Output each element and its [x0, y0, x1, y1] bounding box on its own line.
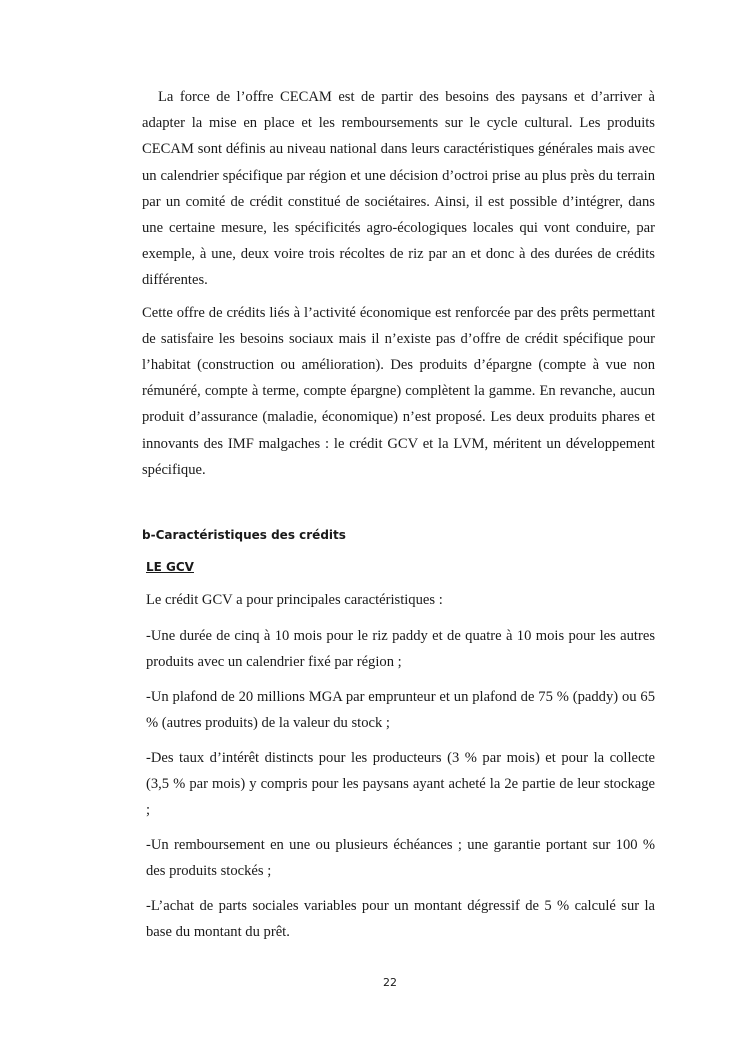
page-number: 22 [383, 976, 397, 989]
list-item: -Un remboursement en une ou plusieurs échéances ; une garantie portant sur 100 % des produits stockés ; [146, 837, 655, 880]
list-item: -L’achat de parts sociales variables pour un montant dégressif de 5 % calculé sur la base du montant du prêt. [146, 898, 655, 941]
paragraph-cecam-offer: La force de l’offre CECAM est de partir des besoins des paysans et d’arriver à adapter la mise en place et les remboursements sur le cycle cultural. Les produits CECAM sont définis au niveau national dans leurs caractéristiques générales mais avec un calendrier spécifique par région et une décision d’octroi prise au plus près du terrain par un comité de crédit constitué de sociétaires. Ainsi, il est possible d’intégrer, dans une certaine mesure, les spécificités agro-écologiques locales qui vont conduire, par exemple, à une, deux voire trois récoltes de riz par an et donc à des durées de crédits différentes. [142, 89, 655, 289]
paragraph-credit-offer: Cette offre de crédits liés à l’activité économique est renforcée par des prêts permettant de satisfaire les besoins sociaux mais il n’existe pas d’offre de crédit spécifique pour l’habitat (construction ou amélioration). Des produits d’épargne (compte à vue non rémunéré, compte à terme, compte épargne) complètent la gamme. En revanche, aucun produit d’assurance (maladie, économique) n’est proposé. Les deux produits phares et innovants des IMF malgaches : le crédit GCV et la LVM, méritent un développement spécifique. [142, 304, 655, 478]
list-item: -Des taux d’intérêt distincts pour les producteurs (3 % par mois) et pour la collecte (3,5 % par mois) y compris pour les paysans ayant acheté la 2e partie de leur stockage ; [146, 750, 655, 819]
document-page [142, 84, 655, 954]
list-item: -Un plafond de 20 millions MGA par emprunteur et un plafond de 75 % (paddy) ou 65 % (autres produits) de la valeur du stock ; [146, 689, 655, 732]
list-item: -Une durée de cinq à 10 mois pour le riz paddy et de quatre à 10 mois pour les autres produits avec un calendrier fixé par région ; [146, 628, 655, 671]
subsection-heading: LE GCV [146, 560, 194, 575]
list-intro: Le crédit GCV a pour principales caractéristiques : [146, 592, 443, 609]
section-heading: b-Caractéristiques des crédits [142, 528, 346, 543]
